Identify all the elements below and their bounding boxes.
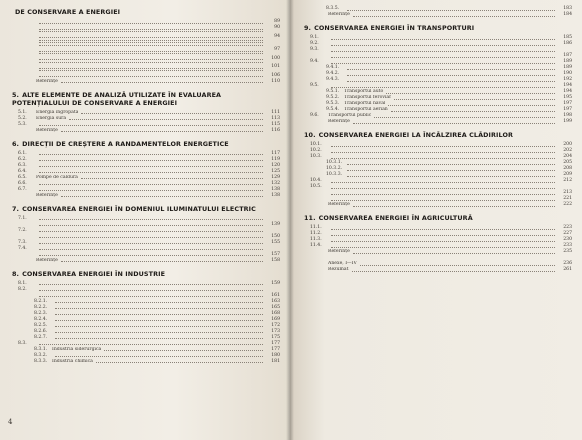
entry-text: Energia îngropată (36, 109, 79, 115)
dot-leader (39, 51, 263, 52)
entry-page: 159 (271, 280, 280, 286)
toc-entry (12, 258, 280, 264)
dot-leader (39, 53, 263, 54)
dot-leader (331, 146, 555, 147)
entry-page: 139 (271, 221, 280, 227)
entry-page: 204 (563, 154, 572, 159)
entry-page: 163 (271, 298, 280, 304)
dot-leader (347, 170, 555, 171)
dot-leader (81, 178, 263, 179)
dot-leader (96, 362, 263, 363)
book-gutter (286, 0, 294, 440)
section-title-text: ALTE ELEMENTE DE ANALIZĂ UTILIZATE ÎN EVALUAREA POTENȚIALULUI DE CONSERVARE A ENERGIEI (12, 90, 222, 107)
entry-number: 11.2. (310, 231, 322, 236)
dot-leader (374, 117, 555, 118)
dot-leader (61, 131, 263, 132)
dot-leader (39, 255, 263, 256)
dot-leader (331, 200, 555, 201)
dot-leader (331, 241, 555, 242)
entry-page: 94 (274, 33, 280, 39)
toc-section (304, 6, 572, 18)
entry-text: Transportul feroviar (344, 95, 392, 100)
toc-entry (12, 359, 280, 365)
entry-number: 8.2.2. (34, 304, 48, 310)
entry-page: 212 (563, 178, 572, 183)
entry-number: 10.3.1. (326, 160, 343, 165)
entry-number: 10.5. (310, 184, 322, 189)
dot-leader (39, 45, 263, 46)
entry-page: 187 (563, 53, 572, 58)
dot-leader (331, 63, 555, 64)
entry-page: 97 (274, 47, 280, 52)
section-title-text: CONSERVAREA ENERGIEI ÎN INDUSTRIE (22, 269, 166, 278)
dot-leader (55, 302, 263, 303)
entry-number: 11.4. (310, 243, 322, 248)
entry-number: 8.3.3. (34, 358, 48, 364)
dot-leader (353, 206, 555, 207)
dot-leader (388, 105, 555, 106)
dot-leader (55, 332, 263, 333)
entry-number: 9.4.3. (326, 77, 340, 82)
dot-leader (39, 23, 263, 24)
entry-text: Pompe de căldură (36, 174, 78, 180)
dot-leader (39, 190, 263, 191)
dot-leader (331, 194, 555, 195)
entry-number: 8.3. (18, 340, 27, 346)
entry-number: 10.3. (310, 154, 322, 159)
dot-leader (61, 261, 263, 262)
dot-leader (347, 164, 555, 165)
entry-page: 200 (563, 142, 572, 147)
section-title (304, 131, 572, 139)
section-number: 10. (304, 131, 316, 139)
dot-leader (39, 249, 263, 250)
entry-page: 197 (563, 107, 572, 112)
entry-page: 115 (271, 121, 280, 127)
toc-entry (304, 12, 572, 18)
entry-number: 9.4. (310, 59, 319, 64)
toc-section (12, 140, 280, 199)
toc-section (304, 261, 572, 273)
dot-leader (39, 42, 263, 43)
entry-page: 181 (271, 358, 280, 364)
entry-text: Rezumat (328, 267, 349, 272)
dot-leader (331, 57, 555, 58)
dot-leader (39, 231, 263, 232)
dot-leader (39, 172, 263, 173)
dot-leader (331, 51, 555, 52)
entry-number: 10.3.2. (326, 166, 343, 171)
left-page (0, 0, 290, 440)
dot-leader (39, 160, 263, 161)
dot-leader (353, 123, 555, 124)
dot-leader (55, 320, 263, 321)
entry-page: 172 (271, 322, 280, 328)
entry-number: 8.2.5. (34, 322, 48, 328)
section-title-text: DE CONSERVARE A ENERGIEI (15, 8, 121, 16)
section-number: 5. (12, 90, 20, 99)
entry-text: Anexe, I—IV (328, 261, 357, 266)
toc-section (304, 131, 572, 208)
dot-leader (39, 154, 263, 155)
toc-entry (304, 119, 572, 125)
dot-leader (55, 338, 263, 339)
entry-page: 138 (271, 192, 280, 198)
entry-text: Industria siderurgică (52, 346, 102, 352)
dot-leader (69, 119, 263, 120)
entry-number: 9.4.1. (326, 65, 340, 70)
entry-page: 195 (563, 95, 572, 100)
entry-number: 9.5.2. (326, 95, 340, 100)
dot-leader (39, 59, 263, 60)
entry-page: 223 (563, 225, 572, 230)
entry-number: 10.1. (310, 142, 322, 147)
entry-number: 5.1. (18, 109, 27, 115)
section-number: 8. (12, 269, 20, 278)
page-number: 4 (8, 418, 13, 426)
entry-page: 158 (271, 257, 280, 263)
entry-text: Referințe (36, 78, 58, 84)
entry-text: Referințe (328, 12, 350, 17)
toc-section (304, 214, 572, 255)
dot-leader (360, 265, 555, 266)
entry-text: Transportul auto (344, 89, 384, 94)
entry-number: 8.3.1. (34, 346, 48, 352)
entry-number: 8.2.4. (34, 316, 48, 322)
dot-leader (39, 166, 263, 167)
entry-page: 177 (271, 340, 280, 346)
entry-text: Referințe (328, 202, 350, 207)
dot-leader (331, 158, 555, 159)
entry-number: 8.2.7. (34, 334, 48, 340)
dot-leader (39, 296, 263, 297)
dot-leader (61, 196, 263, 197)
toc-section (12, 205, 280, 264)
entry-page: 113 (271, 115, 280, 121)
dot-leader (391, 111, 555, 112)
entry-number: 6.4. (18, 168, 27, 174)
section-number: 9. (304, 24, 312, 32)
entry-page: 125 (271, 168, 280, 174)
toc-section (12, 8, 280, 85)
entry-page: 183 (563, 6, 572, 11)
entry-page: 189 (563, 65, 572, 70)
dot-leader (39, 243, 263, 244)
section-number: 7. (12, 204, 20, 213)
entry-page: 116 (271, 127, 280, 133)
entry-page: 100 (271, 55, 280, 61)
right-page (290, 0, 582, 440)
entry-page: 194 (563, 89, 572, 94)
section-title (12, 8, 280, 16)
entry-page: 230 (563, 237, 572, 242)
entry-page: 173 (271, 328, 280, 334)
section-title (12, 205, 280, 213)
dot-leader (353, 16, 555, 17)
toc-entry (304, 249, 572, 255)
entry-number: 7.1. (18, 215, 27, 221)
entry-page: 235 (563, 249, 572, 254)
toc-section (304, 24, 572, 125)
entry-number: 9.5.3. (326, 101, 340, 106)
entry-number: 9.5.4. (326, 107, 340, 112)
left-toc (12, 8, 280, 365)
entry-number: 9.5. (310, 83, 319, 88)
entry-page: 213 (563, 190, 572, 195)
entry-number: 9.4.2. (326, 71, 340, 76)
toc-section (12, 91, 280, 134)
dot-leader (39, 344, 263, 345)
dot-leader (39, 125, 263, 126)
dot-leader (39, 70, 263, 71)
entry-page: 194 (563, 83, 572, 88)
section-title-text: CONSERVAREA ENERGIEI ÎN AGRICULTURĂ (318, 214, 473, 222)
dot-leader (81, 113, 263, 114)
section-number: 6. (12, 139, 20, 148)
entry-page: 202 (563, 148, 572, 153)
entry-page: 165 (271, 304, 280, 310)
dot-leader (55, 356, 263, 357)
entry-page: 189 (563, 59, 572, 64)
entry-text: Transportul public (328, 113, 372, 118)
section-title (304, 24, 572, 32)
section-title (304, 214, 572, 222)
dot-leader (331, 87, 555, 88)
right-toc (304, 6, 572, 273)
entry-number: 8.3.5. (326, 6, 340, 11)
entry-page: 157 (271, 251, 280, 257)
entry-page: 233 (563, 243, 572, 248)
entry-text: Referințe (328, 119, 350, 124)
entry-number: 8.1. (18, 280, 27, 286)
entry-number: 8.2.1. (34, 298, 48, 304)
entry-page: 90 (274, 25, 280, 30)
section-number: 11. (304, 214, 316, 222)
entry-page: 168 (271, 310, 280, 316)
entry-page: 199 (563, 119, 572, 124)
entry-number: 6.1. (18, 150, 27, 156)
dot-leader (39, 290, 263, 291)
entry-number: 11.3. (310, 237, 322, 242)
entry-page: 205 (563, 160, 572, 165)
entry-page: 150 (271, 233, 280, 239)
entry-page: 227 (563, 231, 572, 236)
entry-page: 208 (563, 166, 572, 171)
dot-leader (39, 219, 263, 220)
entry-number: 5.3. (18, 121, 27, 127)
entry-number: 10.2. (310, 148, 322, 153)
dot-leader (347, 81, 555, 82)
entry-number: 6.3. (18, 162, 27, 168)
entry-number: 7.4. (18, 245, 27, 251)
dot-leader (331, 188, 555, 189)
entry-page: 101 (271, 64, 280, 69)
dot-leader (394, 99, 555, 100)
entry-text: Referințe (36, 127, 58, 133)
section-title (12, 270, 280, 278)
entry-text: Industria chimică (52, 358, 93, 364)
dot-leader (39, 62, 263, 63)
entry-page: 198 (563, 113, 572, 118)
dot-leader (331, 229, 555, 230)
entry-page: 185 (563, 35, 572, 40)
entry-number: 6.6. (18, 180, 27, 186)
entry-number: 10.3.3. (326, 172, 343, 177)
entry-page: 209 (563, 172, 572, 177)
dot-leader (331, 235, 555, 236)
toc-entry (304, 202, 572, 208)
dot-leader (55, 326, 263, 327)
entry-page: 110 (271, 78, 280, 84)
entry-page: 177 (271, 346, 280, 352)
dot-leader (39, 225, 263, 226)
entry-page: 106 (271, 72, 280, 78)
toc-entry (12, 193, 280, 199)
dot-leader (39, 29, 263, 30)
entry-number: 7.2. (18, 227, 27, 233)
section-title-text: CONSERVAREA ENERGIEI ÎN DOMENIUL ILUMINATULUI ELECTRIC (22, 204, 256, 213)
entry-number: 5.2. (18, 115, 27, 121)
entry-page: 119 (271, 156, 280, 162)
entry-number: 8.3.2. (34, 352, 48, 358)
dot-leader (347, 176, 555, 177)
entry-page: 197 (563, 101, 572, 106)
entry-page: 120 (271, 162, 280, 168)
dot-leader (61, 82, 263, 83)
entry-page: 138 (271, 186, 280, 192)
entry-page: 186 (563, 41, 572, 46)
entry-number: 6.2. (18, 156, 27, 162)
entry-page: 192 (563, 77, 572, 82)
section-title (12, 91, 280, 107)
entry-page: 169 (271, 316, 280, 322)
entry-number: 9.6. (310, 113, 319, 118)
entry-page: 111 (271, 109, 280, 115)
entry-page: 132 (271, 180, 280, 186)
entry-page: 117 (271, 150, 280, 156)
toc-entry (12, 79, 280, 85)
dot-leader (104, 350, 263, 351)
entry-text: Transportul naval (344, 101, 386, 106)
entry-number: 7.3. (18, 239, 27, 245)
toc-entry (304, 267, 572, 273)
dot-leader (39, 68, 263, 69)
entry-number: 10.4. (310, 178, 322, 183)
entry-page: 236 (563, 261, 572, 266)
dot-leader (39, 37, 263, 38)
entry-number: 6.5. (18, 174, 27, 180)
dot-leader (353, 253, 555, 254)
entry-page: 221 (563, 196, 572, 201)
entry-number: 9.2. (310, 41, 319, 46)
entry-text: Referințe (328, 249, 350, 254)
entry-text: Transportul aerian (344, 107, 388, 112)
dot-leader (352, 271, 556, 272)
toc-entry (12, 128, 280, 134)
entry-page: 89 (274, 19, 280, 24)
dot-leader (331, 39, 555, 40)
entry-page: 222 (563, 202, 572, 207)
entry-text: Referințe (36, 257, 58, 263)
dot-leader (347, 75, 555, 76)
entry-page: 190 (563, 71, 572, 76)
dot-leader (331, 45, 555, 46)
entry-page: 180 (271, 352, 280, 358)
entry-page: 184 (563, 12, 572, 17)
dot-leader (55, 314, 263, 315)
entry-number: 8.2.3. (34, 310, 48, 316)
entry-number: 6.7. (18, 186, 27, 192)
entry-page: 161 (271, 292, 280, 298)
dot-leader (55, 308, 263, 309)
dot-leader (39, 184, 263, 185)
dot-leader (39, 40, 263, 41)
dot-leader (331, 152, 555, 153)
entry-text: Referințe (36, 192, 58, 198)
entry-text: Energia sură (36, 115, 67, 121)
entry-number: 9.1. (310, 35, 319, 40)
section-title (12, 140, 280, 148)
dot-leader (347, 69, 555, 70)
dot-leader (39, 76, 263, 77)
dot-leader (347, 10, 555, 11)
dot-leader (331, 182, 555, 183)
entry-number: 9.3. (310, 47, 319, 52)
section-title-text: CONSERVAREA ENERGIEI LA ÎNCĂLZIREA CLĂDIRILOR (318, 131, 514, 139)
toc-section (12, 270, 280, 365)
dot-leader (39, 31, 263, 32)
entry-number: 8.2.6. (34, 328, 48, 334)
entry-page: 155 (271, 239, 280, 245)
entry-number: 8.2. (18, 286, 27, 292)
entry-page: 129 (271, 174, 280, 180)
entry-page: 175 (271, 334, 280, 340)
entry-number: 11.1. (310, 225, 322, 230)
dot-leader (331, 247, 555, 248)
dot-leader (39, 284, 263, 285)
entry-page: 261 (563, 267, 572, 272)
dot-leader (39, 237, 263, 238)
entry-number: 9.5.1. (326, 89, 340, 94)
dot-leader (386, 93, 555, 94)
section-title-text: DIRECȚII DE CREȘTERE A RANDAMENTELOR ENERGETICE (22, 139, 229, 148)
section-title-text: CONSERVAREA ENERGIEI ÎN TRANSPORTURI (314, 24, 475, 32)
